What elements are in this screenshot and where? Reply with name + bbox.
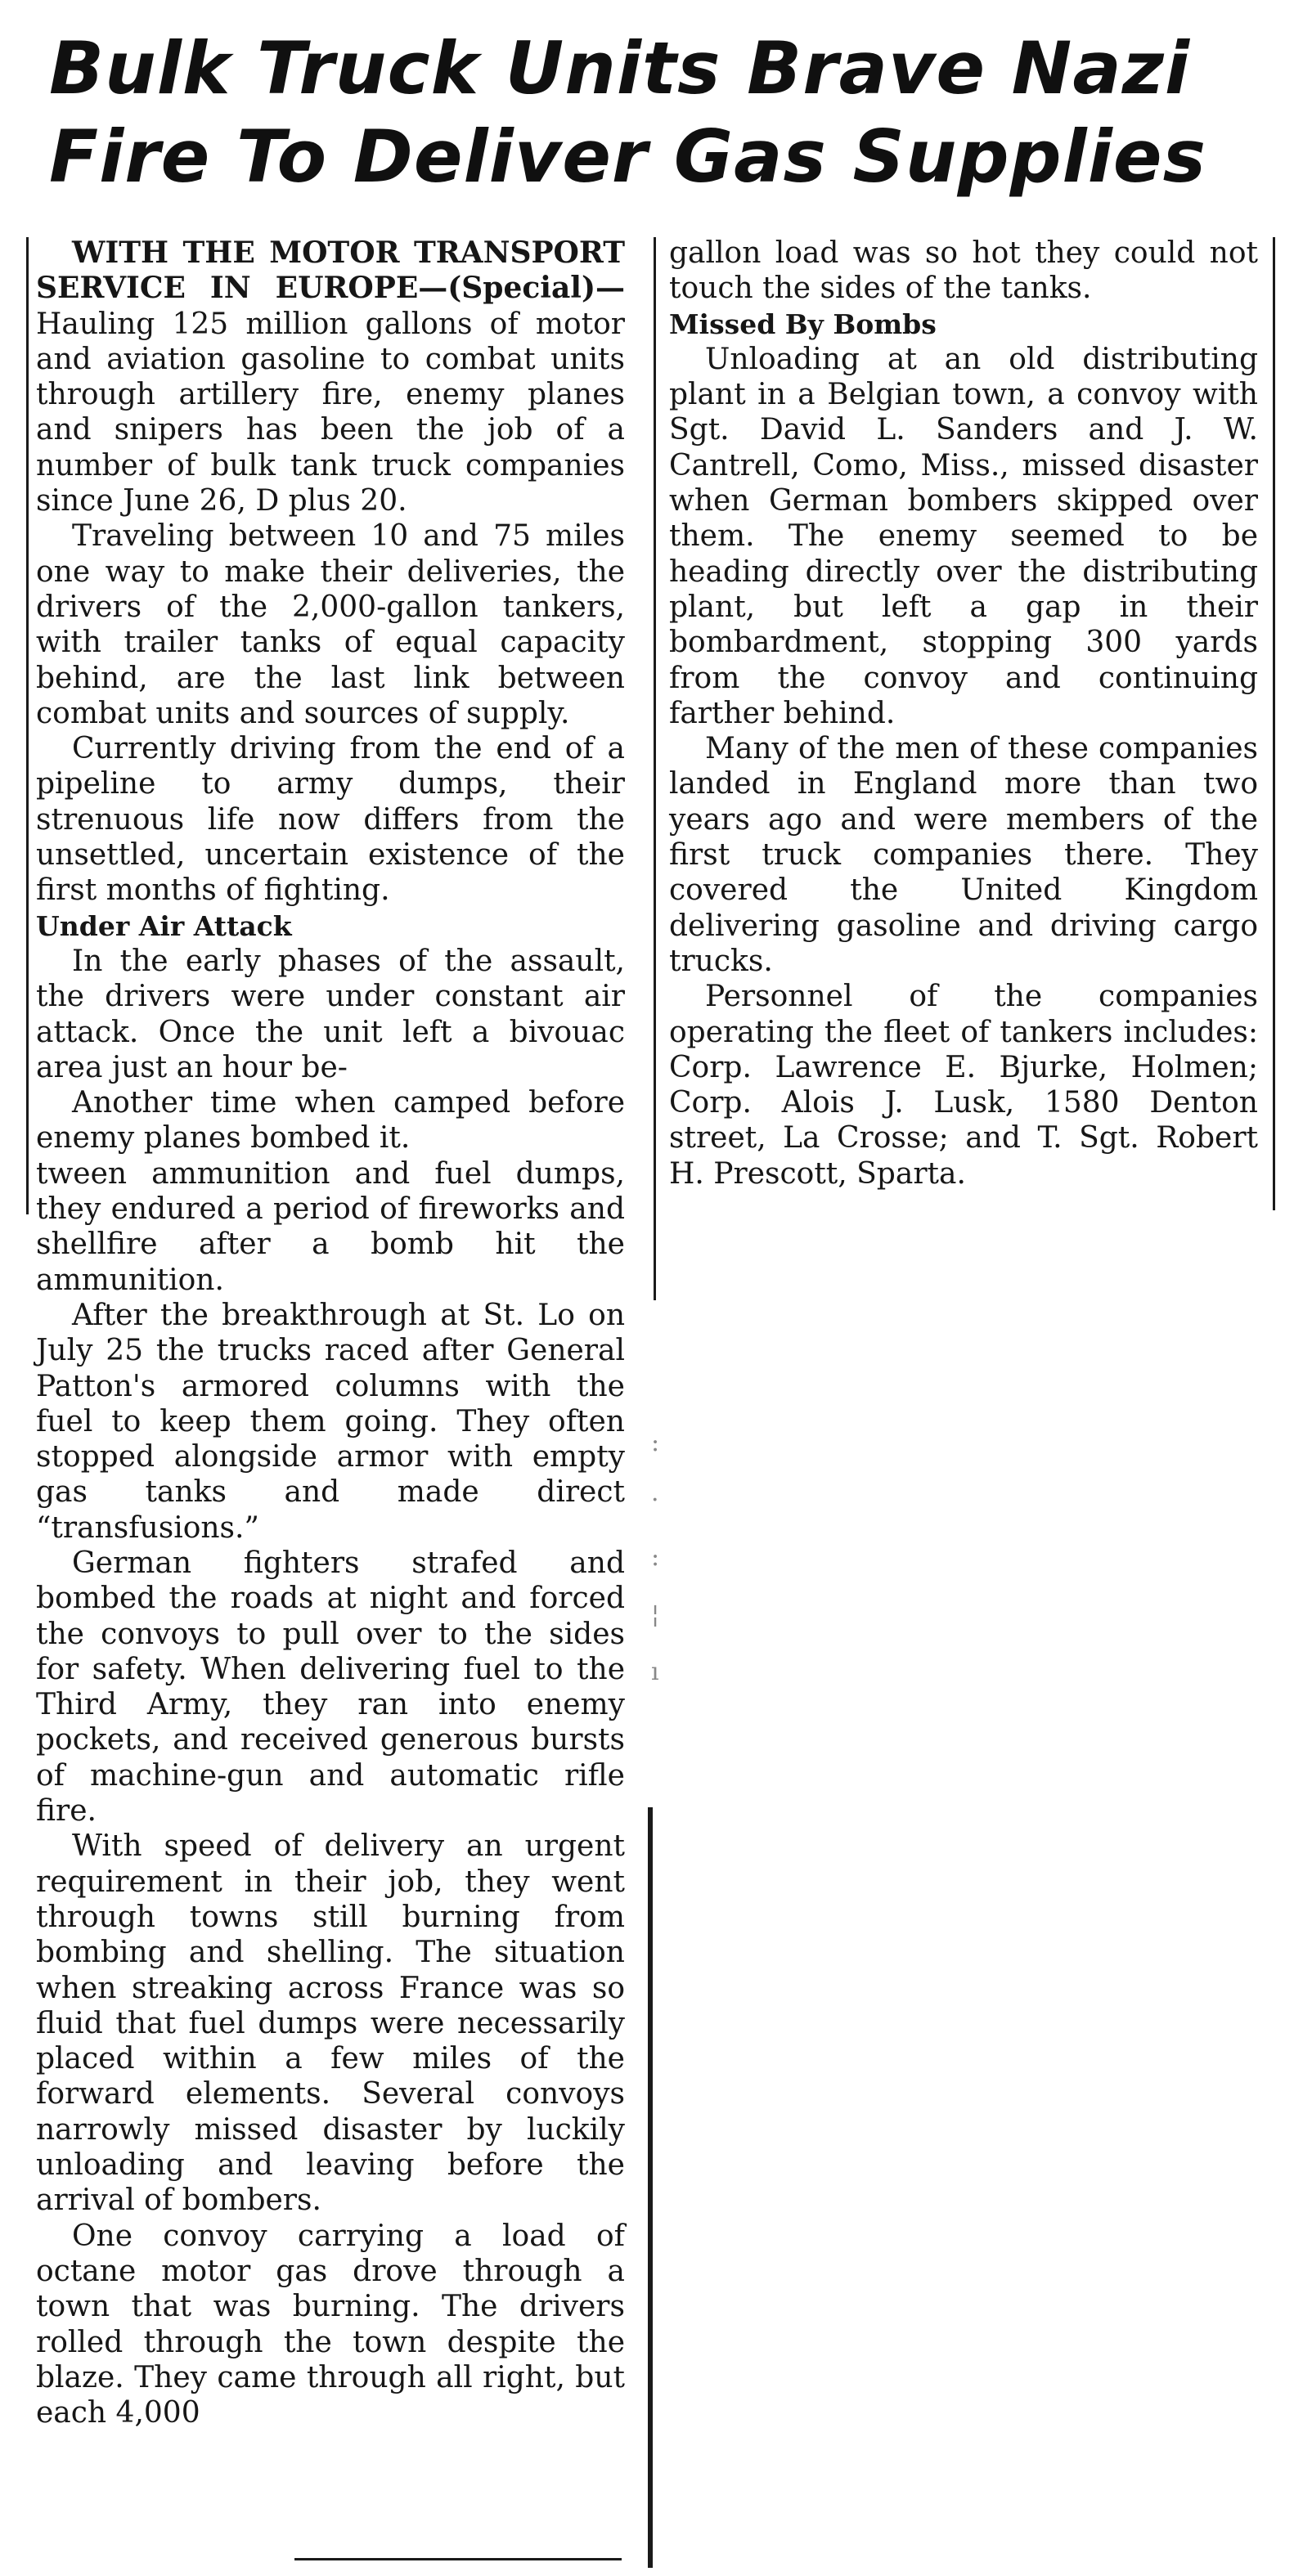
lead-paragraph	[36, 236, 625, 518]
headline	[49, 25, 1260, 201]
column-divider-top	[654, 237, 656, 1300]
paragraph: Unloading at an old distributing plant in a Belgian town, a convoy with Sgt. David L. Sanders and J. W. Cantrell, Como, Miss., missed disaster when German bombers skipped over them. The enemy seemed to be heading directly over the distributing plant, but left a gap in their bombardment, stopping 300 yards from the convoy and continuing farther behind.	[669, 342, 1258, 730]
column-divider-bottom	[648, 1807, 653, 2568]
paragraph: One convoy carrying a load of octane motor gas drove through a town that was burning. The drivers rolled through the town despite the blaze. They came through all right, but each 4,000	[36, 2219, 625, 2430]
subhead-missed-by-bombs: Missed By Bombs	[669, 307, 937, 340]
subhead-under-air-attack: Under Air Attack	[36, 909, 292, 942]
paragraph-continuation: gallon load was so hot they could not touch the sides of the tanks.	[669, 236, 1258, 306]
paragraph: After the breakthrough at St. Lo on July 25 the trucks raced after General Patton's armored columns with the fuel to keep them going. They often stopped alongside armor with empty gas tanks and made direct “transfusions.”	[36, 1298, 625, 1545]
paragraph: Currently driving from the end of a pipeline to army dumps, their strenuous life now differs from the unsettled, uncertain existence of the first months of fighting.	[36, 732, 625, 908]
paragraph: Many of the men of these companies landed in England more than two years ago and were members of the first truck companies there. They covered the United Kingdom delivering gasoline and driving cargo trucks.	[669, 732, 1258, 978]
left-column-rule	[26, 237, 29, 1214]
paragraph: Traveling between 10 and 75 miles one way to make their deliveries, the drivers of the 2,000-gallon tankers, with trailer tanks of equal capacity behind, are the last link between combat units and sources of supply.	[36, 519, 625, 730]
bottom-rule	[294, 2558, 622, 2560]
paragraph: Another time when camped before enemy planes bombed it.	[36, 1086, 625, 1156]
paragraph: With speed of delivery an urgent requirement in their job, they went through towns still burning from bombing and shelling. The situation when streaking across France was so fluid that fuel dumps were necessarily placed within a few miles of the forward elements. Several convoys narrowly missed disaster by luckily unloading and leaving before the arrival of bombers.	[36, 1829, 625, 2218]
right-column-rule	[1273, 237, 1275, 1210]
paragraph-continuation: tween ammunition and fuel dumps, they endured a period of fireworks and shellfire after a bomb hit the ammunition.	[36, 1156, 625, 1297]
dateline: WITH THE MOTOR TRANSPORT SERVICE IN EUROPE—(Special)—	[36, 236, 625, 306]
article-column-2	[669, 236, 1258, 1192]
paragraph: In the early phases of the assault, the drivers were under constant air attack. Once the unit left a bivouac area just an hour be-	[36, 944, 625, 1084]
paragraph: German fighters strafed and bombed the roads at night and forced the convoys to pull over to the sides for safety. When delivering fuel to the Third Army, they ran into enemy pockets, and received generous bursts of machine-gun and automatic rifle fire.	[36, 1546, 625, 1829]
headline-line-1: Bulk Truck Units Brave Nazi	[49, 26, 1191, 110]
headline-line-2: Fire To Deliver Gas Supplies	[49, 114, 1206, 199]
paragraph: Personnel of the companies operating the fleet of tankers includes: Corp. Lawrence E. Bjurke, Holmen; Corp. Alois J. Lusk, 1580 Denton street, La Crosse; and T. Sgt. Robert H. Prescott, Sparta.	[669, 980, 1258, 1191]
lead-paragraph-text: Hauling 125 million gallons of motor and aviation gasoline to combat units through artillery fire, enemy planes and snipers has been the job of a number of bulk tank truck companies since June 26, D plus 20.	[36, 307, 625, 518]
gutter-marks: : · : ¦ ı	[651, 1429, 660, 1686]
article-column-1	[36, 236, 625, 2430]
